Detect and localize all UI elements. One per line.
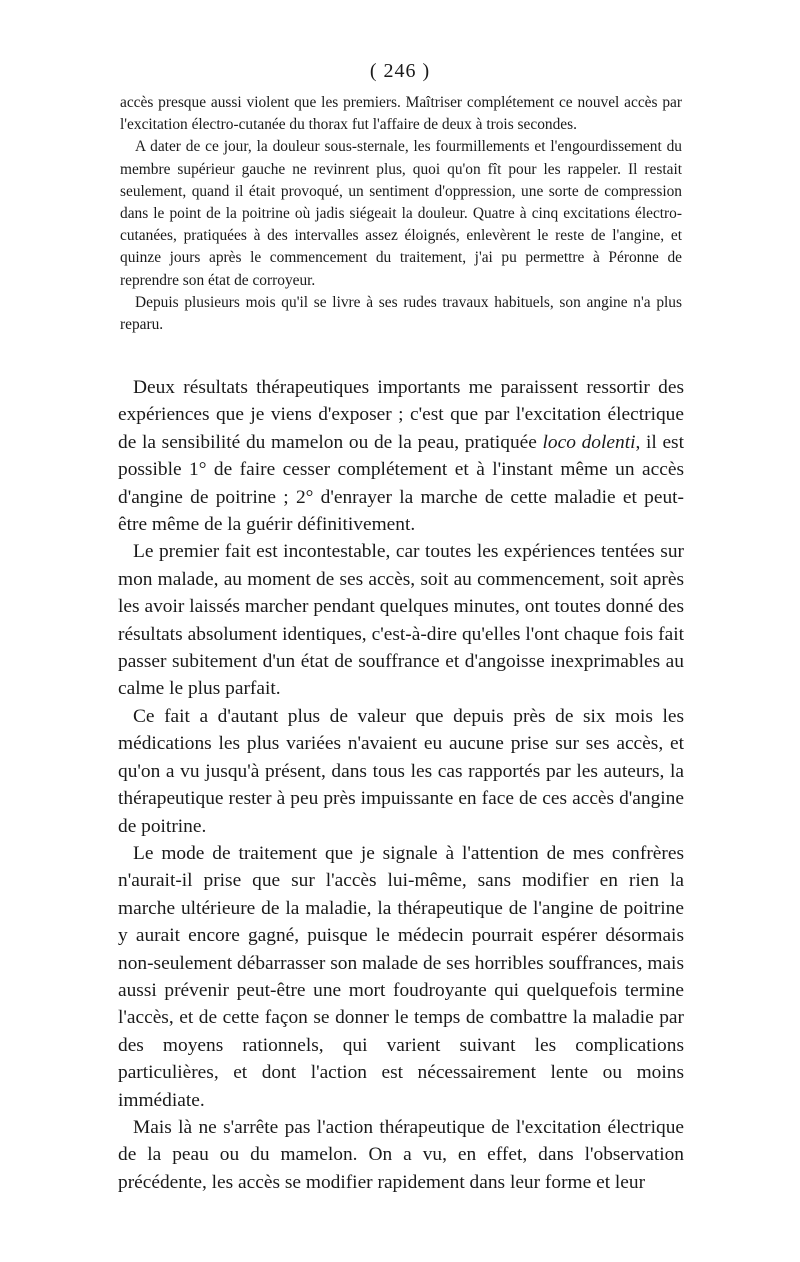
commentary-text-block [118, 374, 684, 1196]
paragraph: A dater de ce jour, la douleur sous-sternale, les fourmillements et l'engourdissement du membre supérieur gauche ne revinrent plus, quoi qu'on fît pour les rappeler. Il restait seulement, quand il était provoqué, un sentiment d'oppression, une sorte de compression dans le point de la poitrine où jadis siégeait la douleur. Quatre à cinq excitations électro-cutanées, pratiquées à des intervalles assez éloignés, enlevèrent le reste de l'angine, et quinze jours après le commencement du traitement, j'ai pu permettre à Péronne de reprendre son état de corroyeur. [120, 138, 682, 289]
paragraph: accès presque aussi violent que les premiers. Maîtriser complétement ce nouvel accès par l'excitation électro-cutanée du thorax fut l'affaire de deux à trois secondes. [120, 94, 682, 134]
paragraph: Le premier fait est incontestable, car toutes les expériences tentées sur mon malade, au moment de ses accès, soit au commencement, soit après les avoir laissés marcher pendant quelques minutes, ont toutes donné des résultats absolument identiques, c'est-à-dire qu'elles l'ont chaque fois fait passer subitement d'un état de souffrance et d'angoisse inexprimables au calme le plus parfait. [118, 541, 684, 700]
paragraph: Ce fait a d'autant plus de valeur que depuis près de six mois les médications les plus variées n'avaient eu aucune prise sur ses accès, et qu'on a vu jusqu'à présent, dans tous les cas rapportés par les auteurs, la thérapeutique rester à peu près impuissante en face de ces accès d'angine de poitrine. [118, 705, 684, 837]
italic-phrase: loco dolenti [542, 431, 636, 453]
observation-text-block [120, 92, 682, 336]
paragraph: Depuis plusieurs mois qu'il se livre à ses rudes travaux habituels, son angine n'a plus reparu. [120, 293, 682, 334]
paragraph [118, 374, 684, 538]
page-number: ( 246 ) [369, 60, 431, 82]
paragraph-text: , il est possible 1° de faire cesser complétement et à l'instant même un accès d'angine de poitrine ; 2° d'enrayer la marche de cette maladie et peut-être même de la guérir définitivement. [118, 431, 684, 536]
paragraph: Le mode de traitement que je signale à l'attention de mes confrères n'aurait-il prise que sur l'accès lui-même, sans modifier en rien la marche ultérieure de la maladie, la thérapeutique de l'angine de poitrine y aurait encore gagné, puisque le médecin pourrait espérer désormais non-seulement débarrasser son malade de ses horribles souffrances, mais aussi prévenir peut-être une mort foudroyante qui quelquefois termine l'accès, et de cette façon se donner le temps de combattre la maladie par des moyens rationnels, qui varient suivant les complications particulières, et dont l'action est nécessairement lente ou moins immédiate. [118, 842, 684, 1111]
paragraph: Mais là ne s'arrête pas l'action thérapeutique de l'excitation électrique de la peau ou du mamelon. On a vu, en effet, dans l'observation précédente, les accès se modifier rapidement dans leur forme et leur [118, 1116, 684, 1193]
paragraph-text: Deux résultats thérapeutiques importants me paraissent ressortir des expériences que je viens d'exposer ; c'est que par l'excitation électrique de la sensibilité du mamelon ou de la peau, pratiquée [118, 377, 684, 453]
